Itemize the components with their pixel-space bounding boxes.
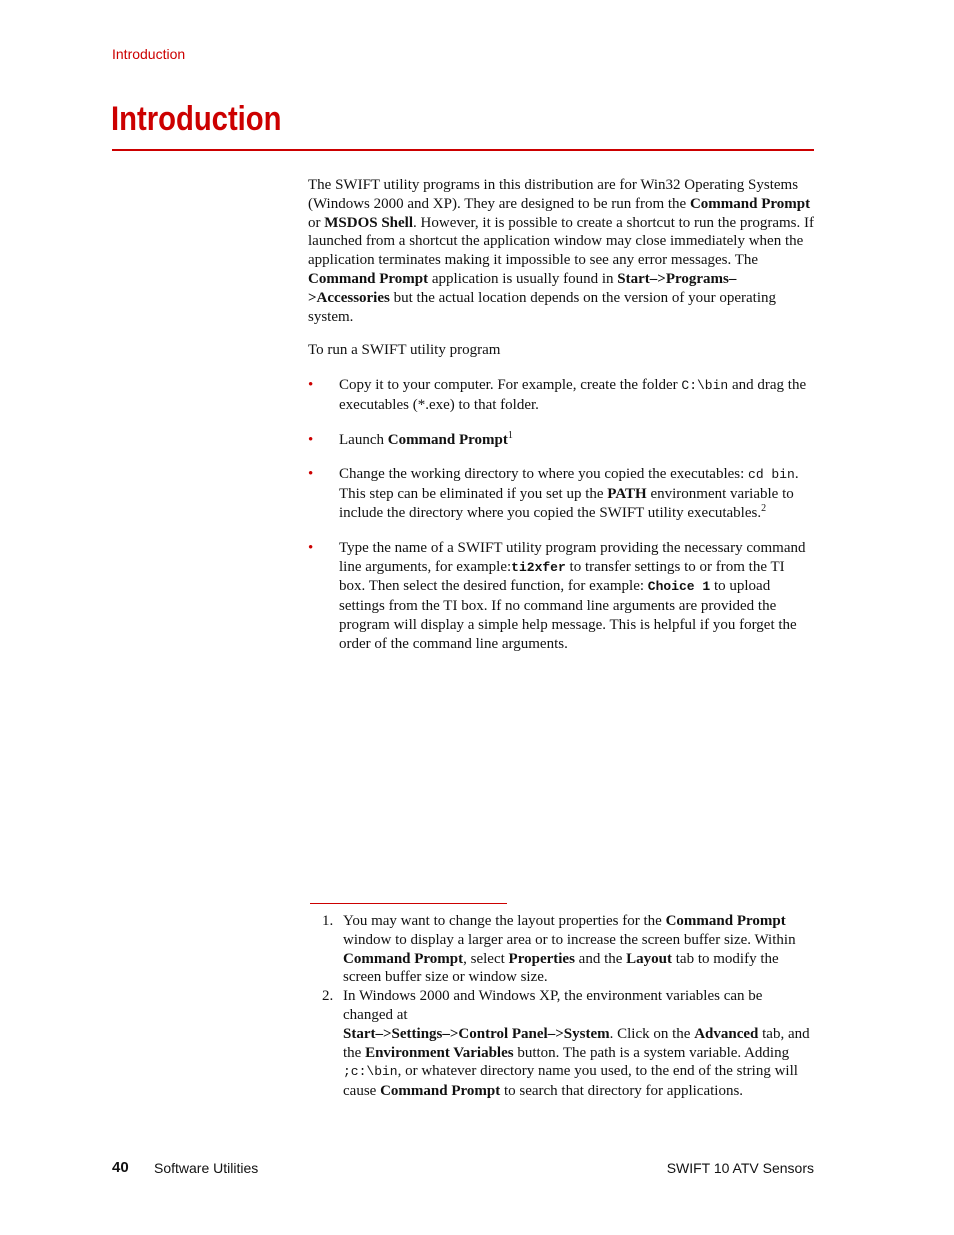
footnote-bold: Advanced [694, 1025, 759, 1042]
step-text: Copy it to your computer. For example, create the folder [339, 377, 682, 393]
bullet-icon: • [308, 466, 314, 483]
footnote-bold: Properties [508, 950, 575, 967]
footnote-text: window to display a larger area or to increase the screen buffer size. Within [343, 931, 796, 948]
steps-list [308, 376, 814, 654]
intro-text: . However, it is possible to create a shortcut to run the programs. If launched from a shortcut the application window may close immediately when the application terminates making it impossible to see any error messages. The [308, 214, 814, 269]
footnote-bold: Command Prompt [343, 950, 464, 967]
step-text: environment variable to include the directory where you copied the SWIFT utility executables. [339, 486, 794, 521]
code-text: cd bin [748, 467, 795, 483]
run-lead: To run a SWIFT utility program [308, 342, 501, 358]
step-text: Launch [339, 431, 388, 448]
page-title: Introduction [111, 100, 282, 138]
bullet-icon: • [308, 431, 314, 448]
intro-bold: Command Prompt [689, 195, 811, 212]
step-text: to transfer settings to or from the TI box. Then select the desired function, for example: [339, 558, 785, 595]
footer-product-name: SWIFT 10 ATV Sensors [666, 1160, 814, 1176]
list-item [308, 376, 814, 415]
footnote-ref[interactable]: 2 [761, 502, 767, 514]
step-text: to upload settings from the TI box. If no command line arguments are provided the program will display a simple help message. This is helpful if you forget the order of the command line arguments. [339, 578, 797, 652]
step-text: . This step can be eliminated if you set up the [339, 466, 799, 503]
list-item [308, 431, 814, 450]
step-bold: PATH [607, 486, 647, 503]
intro-text: or [308, 214, 325, 231]
footnote-bold: Command Prompt [380, 1083, 501, 1100]
footnotes-list [308, 912, 814, 1101]
footnote-item [308, 987, 814, 1101]
footnote-ref[interactable]: 1 [507, 429, 513, 441]
intro-text: but the actual location depends on the version of your operating system. [308, 289, 776, 325]
code-text: Choice 1 [647, 579, 711, 595]
list-item [308, 539, 814, 654]
footnote-text: tab, and the [343, 1025, 810, 1061]
footer-section-title: Software Utilities [154, 1160, 259, 1176]
step-bold: Command Prompt [387, 431, 508, 448]
footnote-text: , select [463, 950, 509, 967]
step-text: Change the working directory to where you copied the executables: [339, 466, 749, 483]
step-text: Type the name of a SWIFT utility program providing the necessary command line arguments, for example: [339, 539, 806, 575]
intro-text: application is usually found in [428, 270, 618, 287]
intro-bold: Start–>Programs–>Accessories [308, 270, 737, 306]
page-number: 40 [112, 1159, 129, 1176]
footnote-item [308, 912, 814, 987]
running-head: Introduction [112, 46, 186, 62]
footnote-text: tab to modify the screen buffer size or window size. [343, 950, 779, 986]
footnote-text: to search that directory for applications. [500, 1083, 744, 1100]
footnote-text: and the [574, 950, 627, 967]
step-text: and drag the executables (*.exe) to that folder. [339, 377, 807, 413]
footnote-bold: Environment Variables [365, 1044, 514, 1061]
footnote-bold: Start–>Settings–>Control Panel–>System [343, 1025, 610, 1042]
code-text: ti2xfer [511, 559, 566, 575]
code-text: C:\bin [681, 378, 729, 393]
bullet-icon: • [308, 539, 314, 556]
footnote-number: 2. [322, 988, 334, 1005]
intro-text: The SWIFT utility programs in this distribution are for Win32 Operating Systems (Windows 2000 and XP). They are designed to be run from the [308, 177, 799, 212]
footnote-rule [310, 903, 507, 904]
intro-bold: MSDOS Shell [324, 214, 414, 231]
footnote-bold: Layout [626, 950, 672, 967]
intro-paragraph [308, 176, 814, 326]
footnote-bold: Command Prompt [665, 913, 786, 929]
footnote-number: 1. [322, 913, 334, 929]
list-item [308, 465, 814, 522]
intro-bold: Command Prompt [308, 270, 429, 287]
footnote-text: In Windows 2000 and Windows XP, the environment variables can be changed at [343, 988, 763, 1023]
bullet-icon: • [308, 377, 314, 393]
footnote-text: , or whatever directory name you used, to the end of the string will cause [343, 1063, 798, 1100]
footnote-text: You may want to change the layout properties for the [343, 913, 666, 929]
footnote-text: button. The path is a system variable. Adding [513, 1044, 790, 1061]
code-text: ;c:\bin [343, 1064, 398, 1080]
footnote-text: . Click on the [609, 1025, 695, 1042]
title-rule [112, 149, 814, 151]
